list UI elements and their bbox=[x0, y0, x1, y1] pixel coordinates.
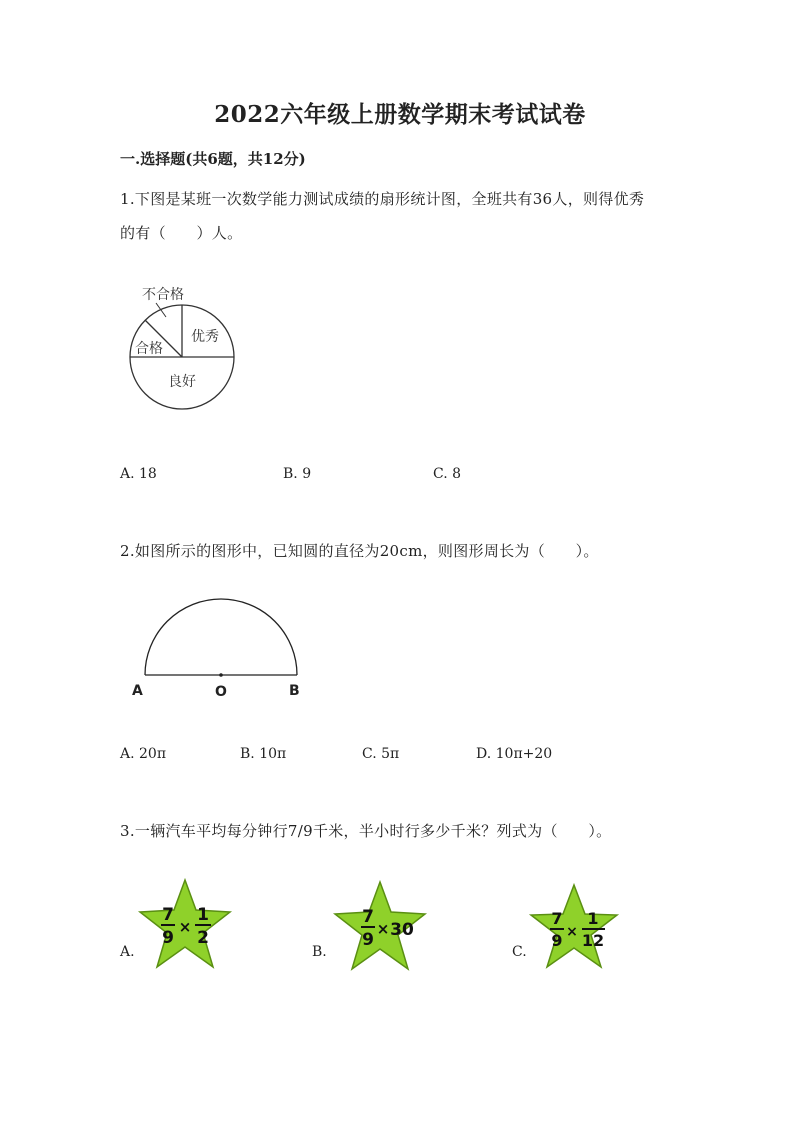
pie-leader-line bbox=[156, 303, 166, 317]
fraction-numerator-2: 1 bbox=[197, 905, 209, 925]
question-1-line-1: 1.下图是某班一次数学能力测试成绩的扇形统计图，全班共有36人，则得优秀 bbox=[120, 190, 645, 208]
q1-option-a[interactable]: A. 18 bbox=[120, 466, 157, 482]
fraction-denominator: 9 bbox=[362, 930, 374, 950]
q2-option-b[interactable]: B. 10π bbox=[240, 746, 287, 762]
fraction-numerator: 7 bbox=[551, 909, 563, 928]
q1-option-c[interactable]: C. 8 bbox=[433, 466, 462, 482]
q3-option-c-label[interactable]: C. bbox=[512, 944, 527, 960]
point-label-o: O bbox=[215, 684, 227, 700]
question-1-line-2: 的有（ ）人。 bbox=[120, 224, 243, 242]
q3-option-b-star[interactable] bbox=[330, 877, 430, 977]
page-title: 2022六年级上册数学期末考试试卷 bbox=[214, 101, 586, 128]
fraction-numerator: 7 bbox=[162, 905, 174, 925]
fraction-numerator-2: 1 bbox=[587, 909, 599, 928]
fraction-denominator-2: 2 bbox=[197, 928, 209, 948]
center-point bbox=[219, 673, 223, 677]
q3-option-a-label[interactable]: A. bbox=[120, 944, 135, 960]
fraction-denominator: 9 bbox=[551, 931, 563, 950]
section-heading: 一.选择题(共6题，共12分) bbox=[120, 150, 306, 168]
semicircle-figure bbox=[126, 592, 316, 704]
pie-label-excellent: 优秀 bbox=[191, 329, 219, 345]
q2-option-c[interactable]: C. 5π bbox=[362, 746, 400, 762]
pie-label-pass: 合格 bbox=[135, 341, 163, 357]
q3-option-b-label[interactable]: B. bbox=[312, 944, 327, 960]
multiplier: 30 bbox=[390, 920, 414, 940]
point-label-a: A bbox=[132, 683, 143, 699]
pie-label-fail: 不合格 bbox=[142, 287, 184, 303]
pie-label-good: 良好 bbox=[168, 374, 196, 390]
q3-option-c-star[interactable] bbox=[527, 880, 622, 975]
multiply-sign: × bbox=[178, 918, 192, 936]
pie-chart bbox=[120, 275, 250, 415]
fraction-denominator-2: 12 bbox=[581, 931, 605, 950]
q1-option-b[interactable]: B. 9 bbox=[283, 466, 312, 482]
q3-option-a-star[interactable] bbox=[135, 875, 235, 975]
multiply-sign: × bbox=[566, 924, 578, 940]
q2-option-a[interactable]: A. 20π bbox=[120, 746, 167, 762]
multiply-sign: × bbox=[376, 920, 390, 938]
fraction-numerator: 7 bbox=[362, 907, 374, 927]
question-3-text: 3.一辆汽车平均每分钟行7/9千米，半小时行多少千米？列式为（ ）。 bbox=[120, 822, 612, 840]
point-label-b: B bbox=[289, 683, 300, 699]
question-2-text: 2.如图所示的图形中，已知圆的直径为20cm，则图形周长为（ ）。 bbox=[120, 542, 599, 560]
q2-option-d[interactable]: D. 10π+20 bbox=[476, 746, 553, 762]
fraction-denominator: 9 bbox=[162, 928, 174, 948]
semicircle-arc bbox=[145, 599, 297, 675]
